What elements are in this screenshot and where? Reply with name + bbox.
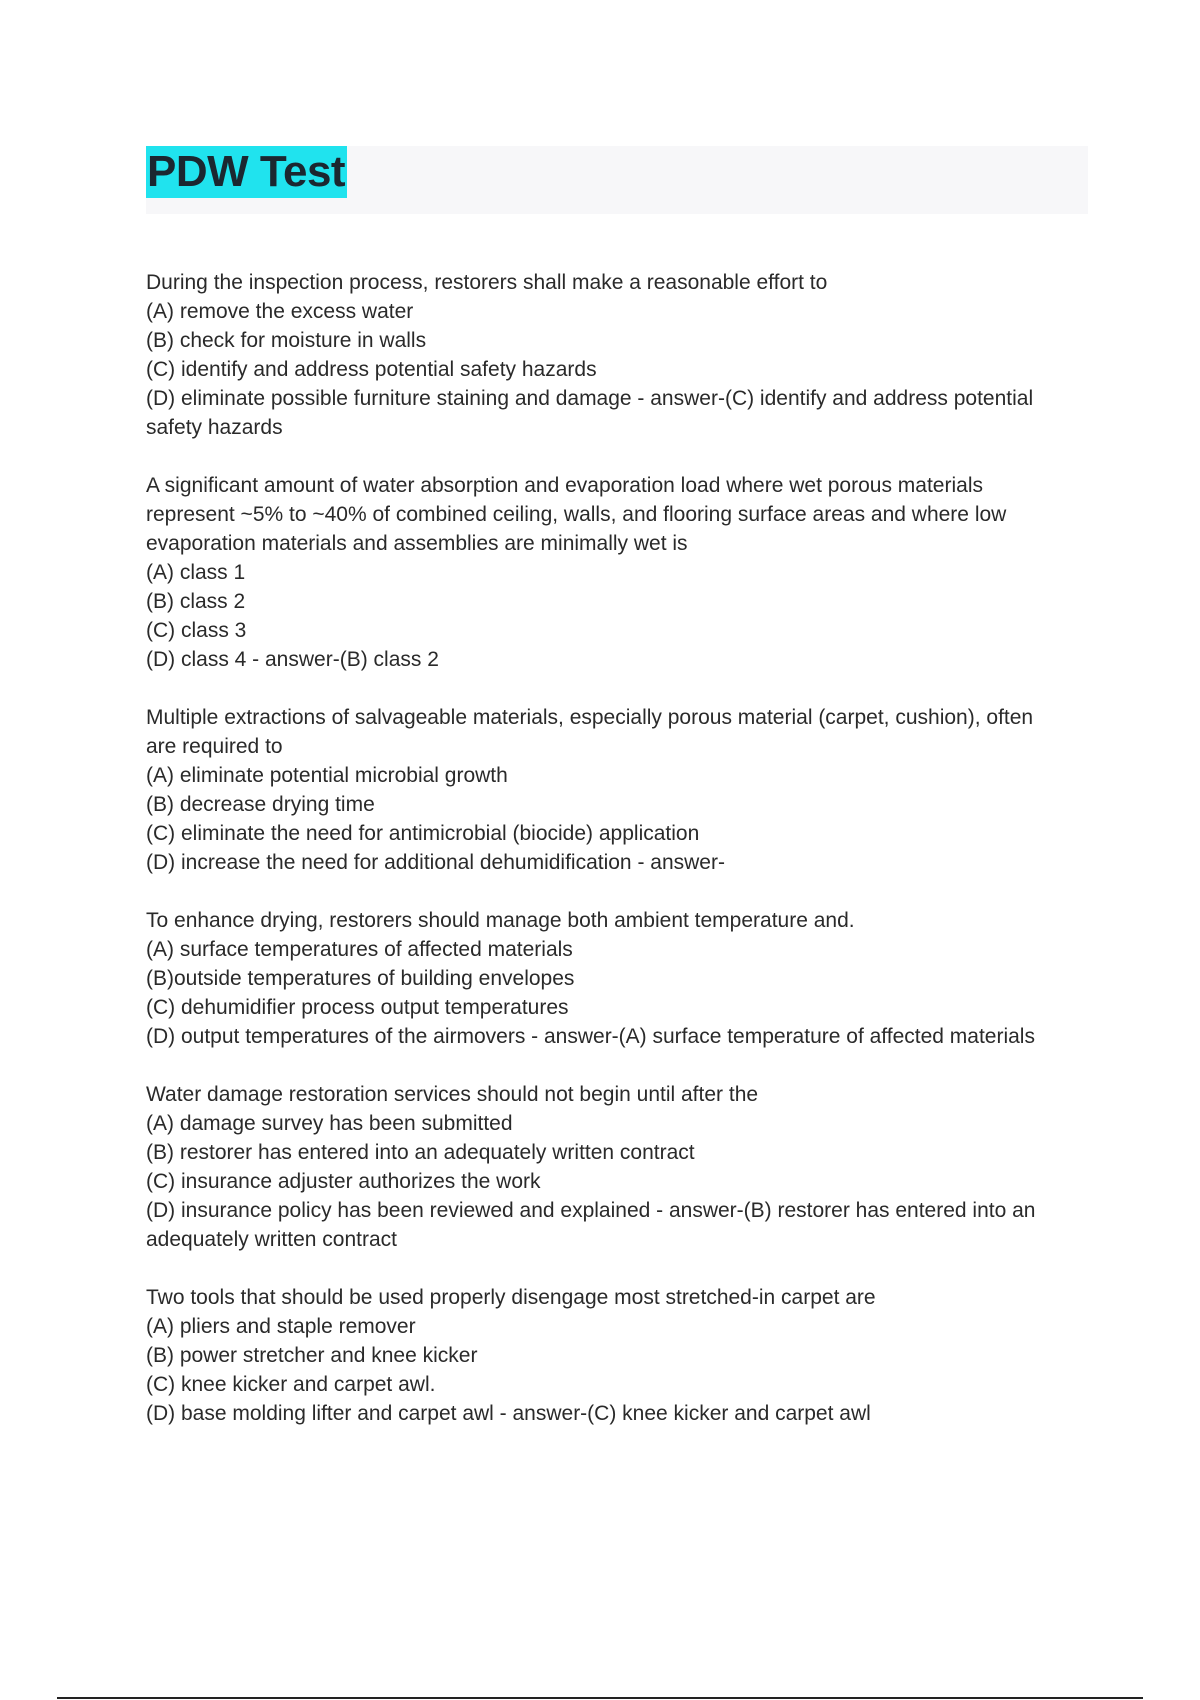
question-line: Two tools that should be used properly disengage most stretched-in carpet are bbox=[146, 1286, 876, 1309]
question-block-4 bbox=[146, 906, 1091, 1051]
option-answer-line: (D) insurance policy has been reviewed and explained - answer-(B) restorer has entered into an bbox=[146, 1199, 1036, 1222]
question-line: A significant amount of water absorption and evaporation load where wet porous materials bbox=[146, 474, 983, 497]
option-line: (A) class 1 bbox=[146, 561, 246, 584]
option-line: (C) dehumidifier process output temperatures bbox=[146, 996, 569, 1019]
option-line: (B) power stretcher and knee kicker bbox=[146, 1344, 478, 1367]
option-line: (A) surface temperatures of affected materials bbox=[146, 938, 573, 961]
option-line: (A) pliers and staple remover bbox=[146, 1315, 416, 1338]
option-line: (A) eliminate potential microbial growth bbox=[146, 764, 508, 787]
footer-rule bbox=[57, 1697, 1143, 1699]
question-line: During the inspection process, restorers shall make a reasonable effort to bbox=[146, 271, 828, 294]
question-line: represent ~5% to ~40% of combined ceiling, walls, and flooring surface areas and where low bbox=[146, 503, 1007, 526]
option-answer-line: (D) increase the need for additional dehumidification - answer- bbox=[146, 851, 725, 874]
option-line: (B)outside temperatures of building envelopes bbox=[146, 967, 575, 990]
question-block-2 bbox=[146, 471, 1091, 674]
question-line: are required to bbox=[146, 735, 283, 758]
option-answer-line: (D) output temperatures of the airmovers - answer-(A) surface temperature of affected materials bbox=[146, 1025, 1035, 1048]
question-line: Water damage restoration services should not begin until after the bbox=[146, 1083, 759, 1106]
option-line: (B) decrease drying time bbox=[146, 793, 375, 816]
question-line: evaporation materials and assemblies are minimally wet is bbox=[146, 532, 688, 555]
option-line: (C) identify and address potential safety hazards bbox=[146, 358, 597, 381]
question-block-3 bbox=[146, 703, 1091, 877]
page-title: PDW Test bbox=[147, 147, 346, 196]
option-answer-line: (D) base molding lifter and carpet awl - answer-(C) knee kicker and carpet awl bbox=[146, 1402, 871, 1425]
question-line: Multiple extractions of salvageable materials, especially porous material (carpet, cushion), often bbox=[146, 706, 1034, 729]
option-line: (C) knee kicker and carpet awl. bbox=[146, 1373, 436, 1396]
question-block-1 bbox=[146, 268, 1091, 442]
question-block-6 bbox=[146, 1283, 1091, 1428]
option-line: (A) remove the excess water bbox=[146, 300, 414, 323]
question-list bbox=[146, 268, 1091, 1457]
option-line: (C) eliminate the need for antimicrobial (biocide) application bbox=[146, 822, 700, 845]
option-line: (B) restorer has entered into an adequately written contract bbox=[146, 1141, 695, 1164]
option-line: (B) check for moisture in walls bbox=[146, 329, 427, 352]
option-line: (B) class 2 bbox=[146, 590, 246, 613]
option-answer-line: (D) eliminate possible furniture staining and damage - answer-(C) identify and address potential bbox=[146, 387, 1034, 410]
option-line: (C) insurance adjuster authorizes the work bbox=[146, 1170, 541, 1193]
answer-continuation-line: adequately written contract bbox=[146, 1228, 397, 1251]
question-block-5 bbox=[146, 1080, 1091, 1254]
question-line: To enhance drying, restorers should manage both ambient temperature and. bbox=[146, 909, 855, 932]
option-line: (C) class 3 bbox=[146, 619, 247, 642]
answer-continuation-line: safety hazards bbox=[146, 416, 283, 439]
option-answer-line: (D) class 4 - answer-(B) class 2 bbox=[146, 648, 439, 671]
option-line: (A) damage survey has been submitted bbox=[146, 1112, 513, 1135]
